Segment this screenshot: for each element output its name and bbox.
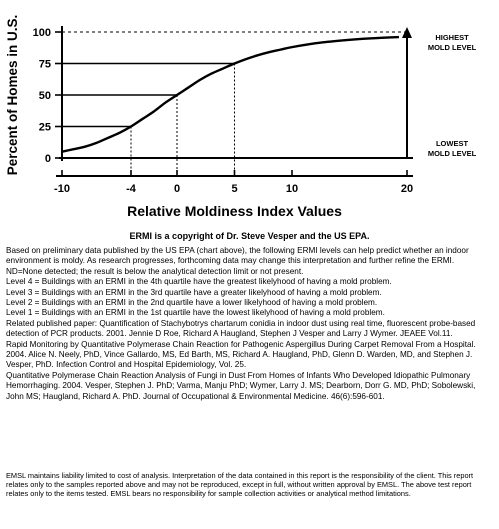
highest-arrow-head <box>402 27 412 38</box>
highest-mold-level-label: MOLD LEVEL <box>427 43 477 52</box>
disclaimer-text: EMSL maintains liability limited to cost of analysis. Interpretation of the data contained in this report is the responsibility of the client. This report relates only to the samples reported above and may not be reproduced, except in full, without written approval by EMSL. The above test report relates only to the items tested. EMSL bears no responsibility for sample collection activities or analytical method limitations. <box>6 471 474 499</box>
paragraph-nd: ND=None detected; the result is below the analytical detection limit or not present. <box>6 266 304 276</box>
chart-ticks <box>33 27 413 195</box>
paragraph-qpcr-analysis: Quantitative Polymerase Chain Reaction Analysis of Fungi in Dust From Homes of Infants Who Developed Idiopathic Pulmonary Hemorrhaging. 2004. Vesper, Stephen J. PhD; Varma, Manju PhD; Wymer, Larry J. MS; Dearborn, Dorr G. MD, PhD; Sobolewski, John MS; Haugland, Richard A. PhD. Journal of Occupational & Environmental Medicine. 46(6):596-601. <box>6 370 476 401</box>
x-tick-label: -10 <box>54 183 70 195</box>
y-axis-title: Percent of Homes in U.S. <box>5 14 20 176</box>
ermi-chart <box>0 0 499 232</box>
x-tick-label: 10 <box>285 183 299 195</box>
lowest-mold-level-label: LOWEST <box>435 139 469 148</box>
y-tick-label: 50 <box>38 90 51 102</box>
paragraph-rapid-monitoring: Rapid Monitoring by Quantitative Polymerase Chain Reaction for Pathogenic Aspergillus During Carpet Removal From a Hospital. 2004. Alice N. Neely, PhD, Vince Gallardo, MS, Ed Barth, MS, Richard A. Haugland, PhD, Glenn D. Warden, MD, and Stephen J. Vesper, PhD. Infection Control and Hospital Epidemiology, Vol. 25. <box>6 339 476 370</box>
paragraph-level-1: Level 1 = Buildings with an ERMI in the 1st quartile have the lowest likelyhood of having a mold problem. <box>6 308 385 318</box>
y-tick-label: 25 <box>38 121 51 134</box>
paragraph-level-4: Level 4 = Buildings with an ERMI in the 4th quartile have the greatest likelyhood of having a mold problem. <box>6 277 392 287</box>
paragraph-related-paper: Related published paper: Quantification of Stachybotrys chartarum conidia in indoor dust using real time, fluorescent probe-based detection of PCR products. 2001. Jennie D Roe, Richard A Haugland, Stephen J Vesper and Larry J Wymer. JEAEE Vol.11. <box>6 318 476 339</box>
paragraph-intro: Based on preliminary data published by the US EPA (chart above), the following ERMI levels can help predict whether an indoor environment is moldy. As research progresses, forthcoming data may change this interpretation and further refine the ERMI. <box>6 246 469 266</box>
quartile-guides <box>62 27 412 176</box>
x-tick-label: 5 <box>231 183 238 195</box>
highest-mold-level-label: HIGHEST <box>435 33 469 42</box>
y-tick-label: 100 <box>32 27 51 39</box>
chart-caption: ERMI is a copyright of Dr. Steve Vesper and the US EPA. <box>129 231 370 241</box>
y-tick-label: 0 <box>44 153 51 165</box>
x-tick-label: 0 <box>173 183 181 195</box>
interpretation-text <box>6 246 494 402</box>
lowest-mold-level-label: MOLD LEVEL <box>427 149 477 158</box>
x-tick-label: -4 <box>126 183 136 195</box>
x-tick-label: 20 <box>400 183 414 195</box>
paragraph-level-2: Level 2 = Buildings with an ERMI in the 2nd quartile have a lower likelyhood of having a mold problem. <box>6 298 378 308</box>
paragraph-level-3: Level 3 = Buildings with an ERMI in the 3rd quartile have a greater likelyhood of having a mold problem. <box>6 287 382 297</box>
x-axis-title: Relative Moldiness Index Values <box>127 203 342 219</box>
y-tick-label: 75 <box>38 58 51 71</box>
